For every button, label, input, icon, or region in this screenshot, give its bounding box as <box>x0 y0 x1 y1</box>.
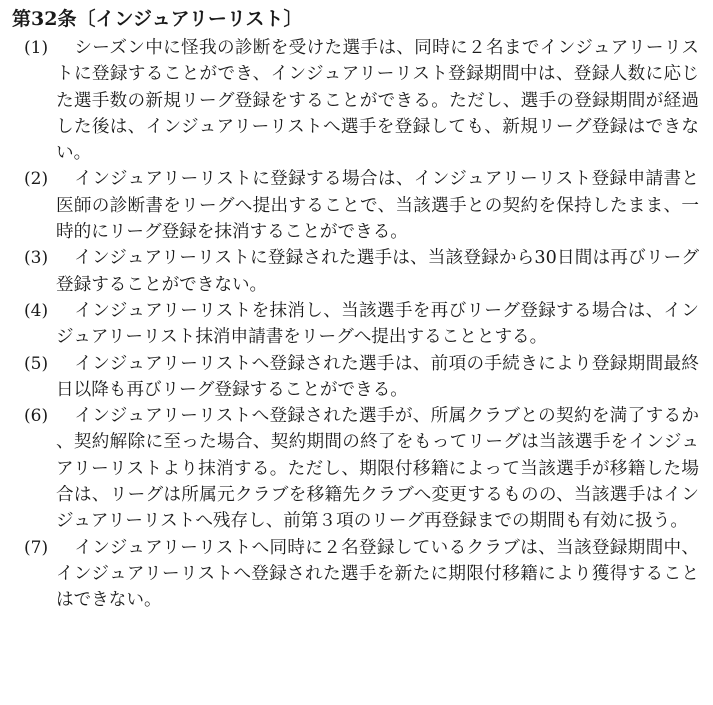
clause-number: (7) <box>24 537 49 558</box>
clause-text: インジュアリーリストに登録する場合は、インジュアリーリスト登録申請書と医師の診断書をリーグへ提出することで、当該選手との契約を保持したまま、一時的にリーグ登録を抹消することができる。 <box>56 169 699 243</box>
clause-text: シーズン中に怪我の診断を受けた選手は、同時に２名までインジュアリーリストに登録することができ、インジュアリーリスト登録期間中は、登録人数に応じた選手数の新規リーグ登録をすることができる。ただし、選手の登録期間が経過した後は、インジュアリーリストへ選手を登録しても、新規リーグ登録はできない。 <box>56 38 699 164</box>
clause-text: インジュアリーリストを抹消し、当該選手を再びリーグ登録する場合は、インジュアリーリスト抹消申請書をリーグへ提出することとする。 <box>56 300 699 348</box>
clause-text: インジュアリーリストに登録された選手は、当該登録から30日間は再びリーグ登録することができない。 <box>56 248 699 295</box>
clause-text: インジュアリーリストへ登録された選手が、所属クラブとの契約を満了するか、契約解除に至った場合、契約期間の終了をもってリーグは当該選手をインジュアリーリストより抹消する。ただし、期限付移籍によって当該選手が移籍した場合は、リーグは所属元クラブを移籍先クラブへ変更するものの、当該選手はインジュアリーリストへ残存し、前第３項のリーグ再登録までの期間も有効に扱う。 <box>56 406 699 532</box>
clause-number: (1) <box>24 38 49 58</box>
clause-text: インジュアリーリストへ登録された選手は、前項の手続きにより登録期間最終日以降も再びリーグ登録することができる。 <box>56 353 699 400</box>
clause-6 <box>12 403 699 534</box>
clause-number: (6) <box>24 406 49 427</box>
clause-number: (4) <box>24 300 49 321</box>
clause-2 <box>12 166 699 245</box>
clause-text: インジュアリーリストへ同時に２名登録しているクラブは、当該登録期間中、インジュアリーリストへ登録された選手を新たに期限付移籍により獲得することはできない。 <box>56 537 699 611</box>
clause-3 <box>12 245 699 298</box>
clause-5 <box>12 351 699 404</box>
clause-number: (5) <box>24 353 49 374</box>
clause-4 <box>12 298 699 351</box>
clause-7 <box>12 535 699 614</box>
clause-1 <box>12 35 699 166</box>
clause-number: (2) <box>24 169 49 190</box>
article-title: 第32条〔インジュアリーリスト〕 <box>12 8 303 30</box>
clause-number: (3) <box>24 248 49 269</box>
